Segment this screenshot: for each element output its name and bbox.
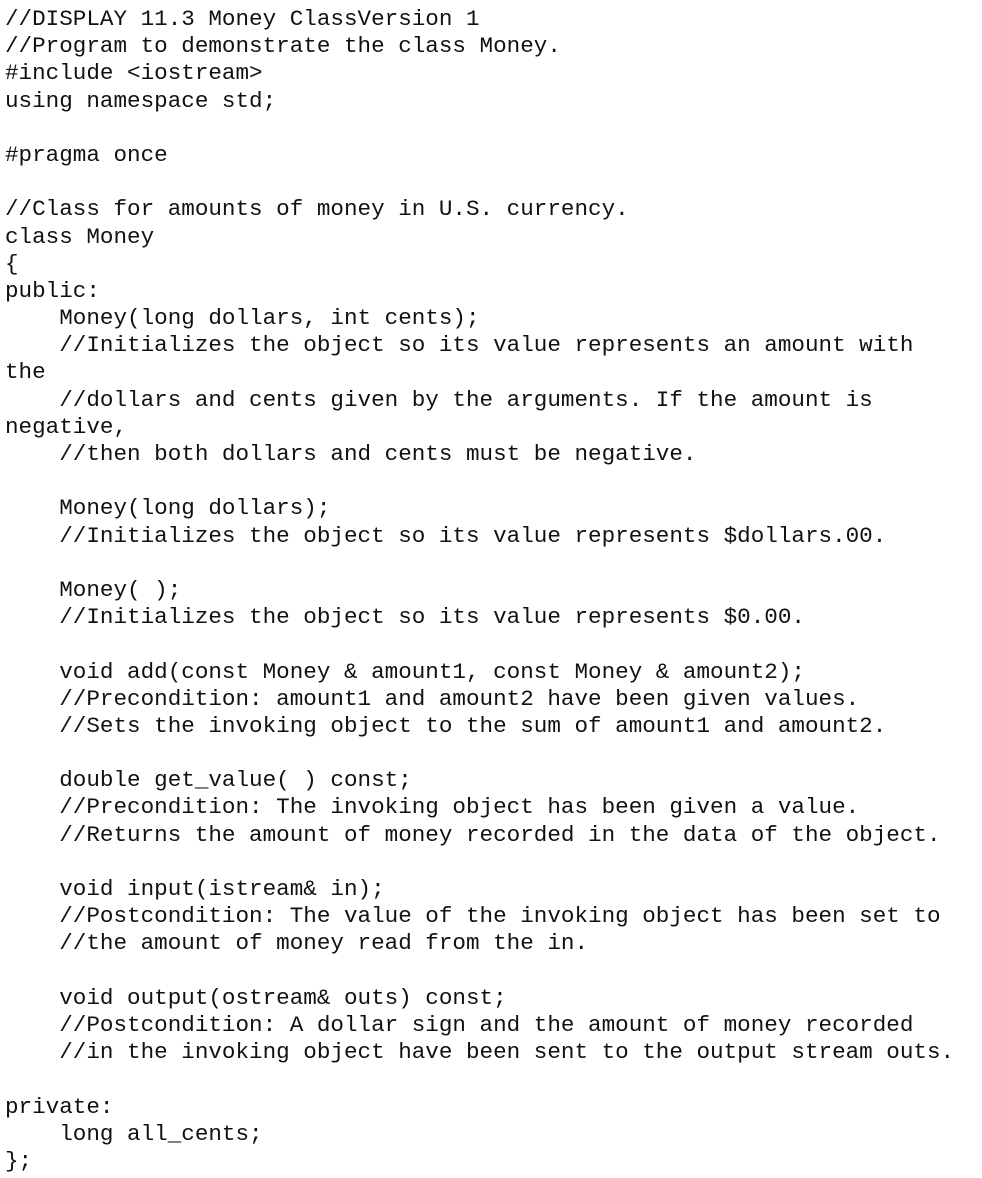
- code-line-22: Money( );: [5, 576, 182, 603]
- code-line-42: long all_cents;: [5, 1120, 263, 1147]
- code-line-31: //Returns the amount of money recorded in the data of the object.: [5, 821, 941, 848]
- code-line-9: class Money: [5, 223, 155, 250]
- code-line-14: the: [5, 359, 46, 386]
- code-line-37: void output(ostream& outs) const;: [5, 984, 507, 1011]
- code-line-21: [5, 550, 954, 577]
- code-line-43: };: [5, 1147, 33, 1174]
- code-line-6: #pragma once: [5, 141, 168, 168]
- code-line-18: [5, 468, 954, 495]
- code-line-39: //in the invoking object have been sent to the output stream outs.: [5, 1039, 955, 1066]
- code-line-38: //Postcondition: A dollar sign and the amount of money recorded: [5, 1011, 914, 1038]
- code-line-2: //Program to demonstrate the class Money.: [5, 33, 561, 60]
- code-line-27: //Sets the invoking object to the sum of amount1 and amount2.: [5, 712, 887, 739]
- code-line-34: //Postcondition: The value of the invoking object has been set to: [5, 903, 941, 930]
- code-line-26: //Precondition: amount1 and amount2 have been given values.: [5, 685, 860, 712]
- code-line-25: void add(const Money & amount1, const Money & amount2);: [5, 658, 805, 685]
- code-line-15: //dollars and cents given by the arguments. If the amount is: [5, 386, 873, 413]
- code-line-33: void input(istream& in);: [5, 876, 385, 902]
- code-listing: [5, 6, 954, 1175]
- code-line-5: [5, 115, 954, 142]
- code-line-1: //DISPLAY 11.3 Money ClassVersion 1: [5, 6, 480, 32]
- code-line-30: //Precondition: The invoking object has been given a value.: [5, 794, 860, 821]
- code-line-17: //then both dollars and cents must be negative.: [5, 441, 697, 467]
- code-line-29: double get_value( ) const;: [5, 767, 412, 794]
- code-line-28: [5, 740, 954, 767]
- code-line-19: Money(long dollars);: [5, 495, 331, 522]
- code-line-16: negative,: [5, 413, 128, 440]
- code-line-7: [5, 169, 954, 196]
- code-line-20: //Initializes the object so its value represents $dollars.00.: [5, 522, 887, 549]
- code-line-3: #include <iostream>: [5, 60, 263, 87]
- code-line-35: //the amount of money read from the in.: [5, 930, 589, 957]
- code-line-41: private:: [5, 1093, 114, 1120]
- code-line-8: //Class for amounts of money in U.S. currency.: [5, 196, 629, 223]
- code-line-32: [5, 849, 954, 876]
- code-line-24: [5, 631, 954, 658]
- code-line-13: //Initializes the object so its value represents an amount with: [5, 332, 914, 359]
- code-line-11: public:: [5, 277, 100, 304]
- code-line-12: Money(long dollars, int cents);: [5, 305, 480, 332]
- code-line-40: [5, 1066, 954, 1093]
- code-line-4: using namespace std;: [5, 87, 277, 114]
- code-line-36: [5, 958, 954, 985]
- code-line-23: //Initializes the object so its value represents $0.00.: [5, 604, 805, 631]
- code-line-10: {: [5, 250, 19, 277]
